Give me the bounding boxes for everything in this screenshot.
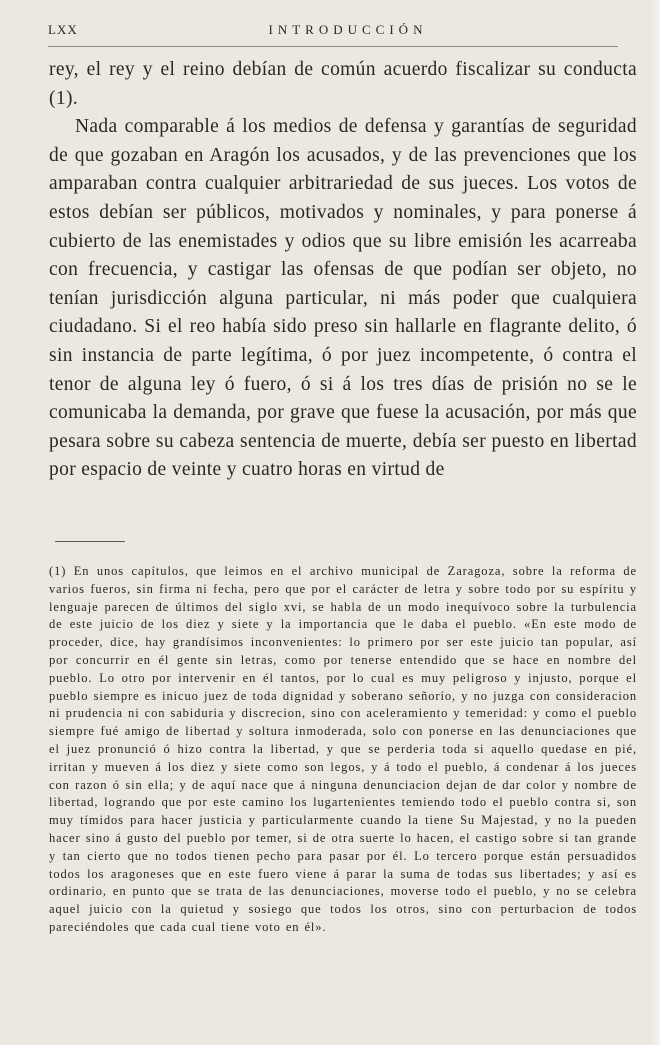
page-header bbox=[48, 22, 608, 42]
paragraph-continuation: rey, el rey y el reino debían de común acuerdo fiscalizar su conducta (1). bbox=[49, 59, 637, 109]
running-title: INTRODUCCIÓN bbox=[268, 22, 428, 37]
main-text bbox=[49, 56, 637, 485]
page-number: LXX bbox=[48, 22, 78, 37]
footnote-separator bbox=[55, 541, 125, 542]
footnote bbox=[49, 563, 637, 937]
header-rule bbox=[48, 46, 618, 47]
footnote-text: (1) En unos capítulos, que leimos en el archivo municipal de Zaragoza, sobre la reforma de varios fueros, sin firma ni fecha, pero que por el carácter de letra y sobre todo por su espíritu y lenguaje parecen de últimos del siglo xvi, se habla de un modo inequívoco sobre la turbulencia de este juicio de los diez y siete y la importancia que le daba el pueblo. «En este modo de proceder, dice, hay grandísimos inconvenientes: lo primero por ser este juicio tan popular, así por concurrir en él gente sin letras, como por tenerse entendido que se hace en nombre del pueblo. Lo otro por intervenir en él tantos, por lo cual es muy peligroso y injusto, porque el pueblo siempre es inicuo juez de toda dignidad y soberano señorío, y no juzga con consideracion ni prudencia ni con sabiduria y discrecion, sino con aceleramiento y temeridad: y como el pueblo siempre fué amigo de libertad y soltura inmoderada, solo con ponerse en las denunciaciones que el juez pronunció ó hizo contra la libertad, y que se perderia toda si aquello quedase en pié, irritan y mueven á los diez y siete como son legos, y á todo el pueblo, á condenar á los jueces con razon ó sin ella; y de aquí nace que á ninguna denunciacion dejan de dar color y nombre de libertad, logrando que por este camino los lugartenientes temiendo todo el pueblo contra si, son muy tímidos para hacer justicia y particularmente cuando la tiene Su Majestad, y no la pueden hacer sino á gusto del pueblo por temer, si de otra suerte lo hacen, el castigo sobre si tan grande y tan cierto que no todos tienen pecho para pasar por él. Lo tercero porque están persuadidos todos los aragoneses que en este fuero viene á parar la suma de todas sus libertades; y así es ordinario, en punto que se trata de las denunciaciones, moverse todo el pueblo, y no se celebra aquel juicio con la quietud y sosiego que todos los otros, sino con perturbacion de todos pareciéndoles que cada cual tiene voto en él». bbox=[49, 564, 637, 934]
page-edge bbox=[648, 0, 660, 1045]
paragraph: Nada comparable á los medios de defensa y garantías de seguridad de que gozaban en Aragón los acusados, y de las prevenciones que los amparaban contra cualquier arbitrariedad de sus jueces. Los votos de estos debían ser públicos, motivados y nominales, y para ponerse á cubierto de las enemistades y odios que su libre emisión les acarreaba con frecuencia, y castigar las ofensas de que podían ser objeto, no tenían jurisdicción alguna particular, ni más poder que cualquiera ciudadano. Si el reo había sido preso sin hallarle en flagrante delito, ó sin instancia de parte legítima, ó por juez incompetente, ó contra el tenor de alguna ley ó fuero, ó si á los tres días de prisión no se le comunicaba la demanda, por grave que fuese la acusación, por más que pesara sobre su cabeza sentencia de muerte, debía ser puesto en libertad por espacio de veinte y cuatro horas en virtud de bbox=[49, 116, 637, 481]
